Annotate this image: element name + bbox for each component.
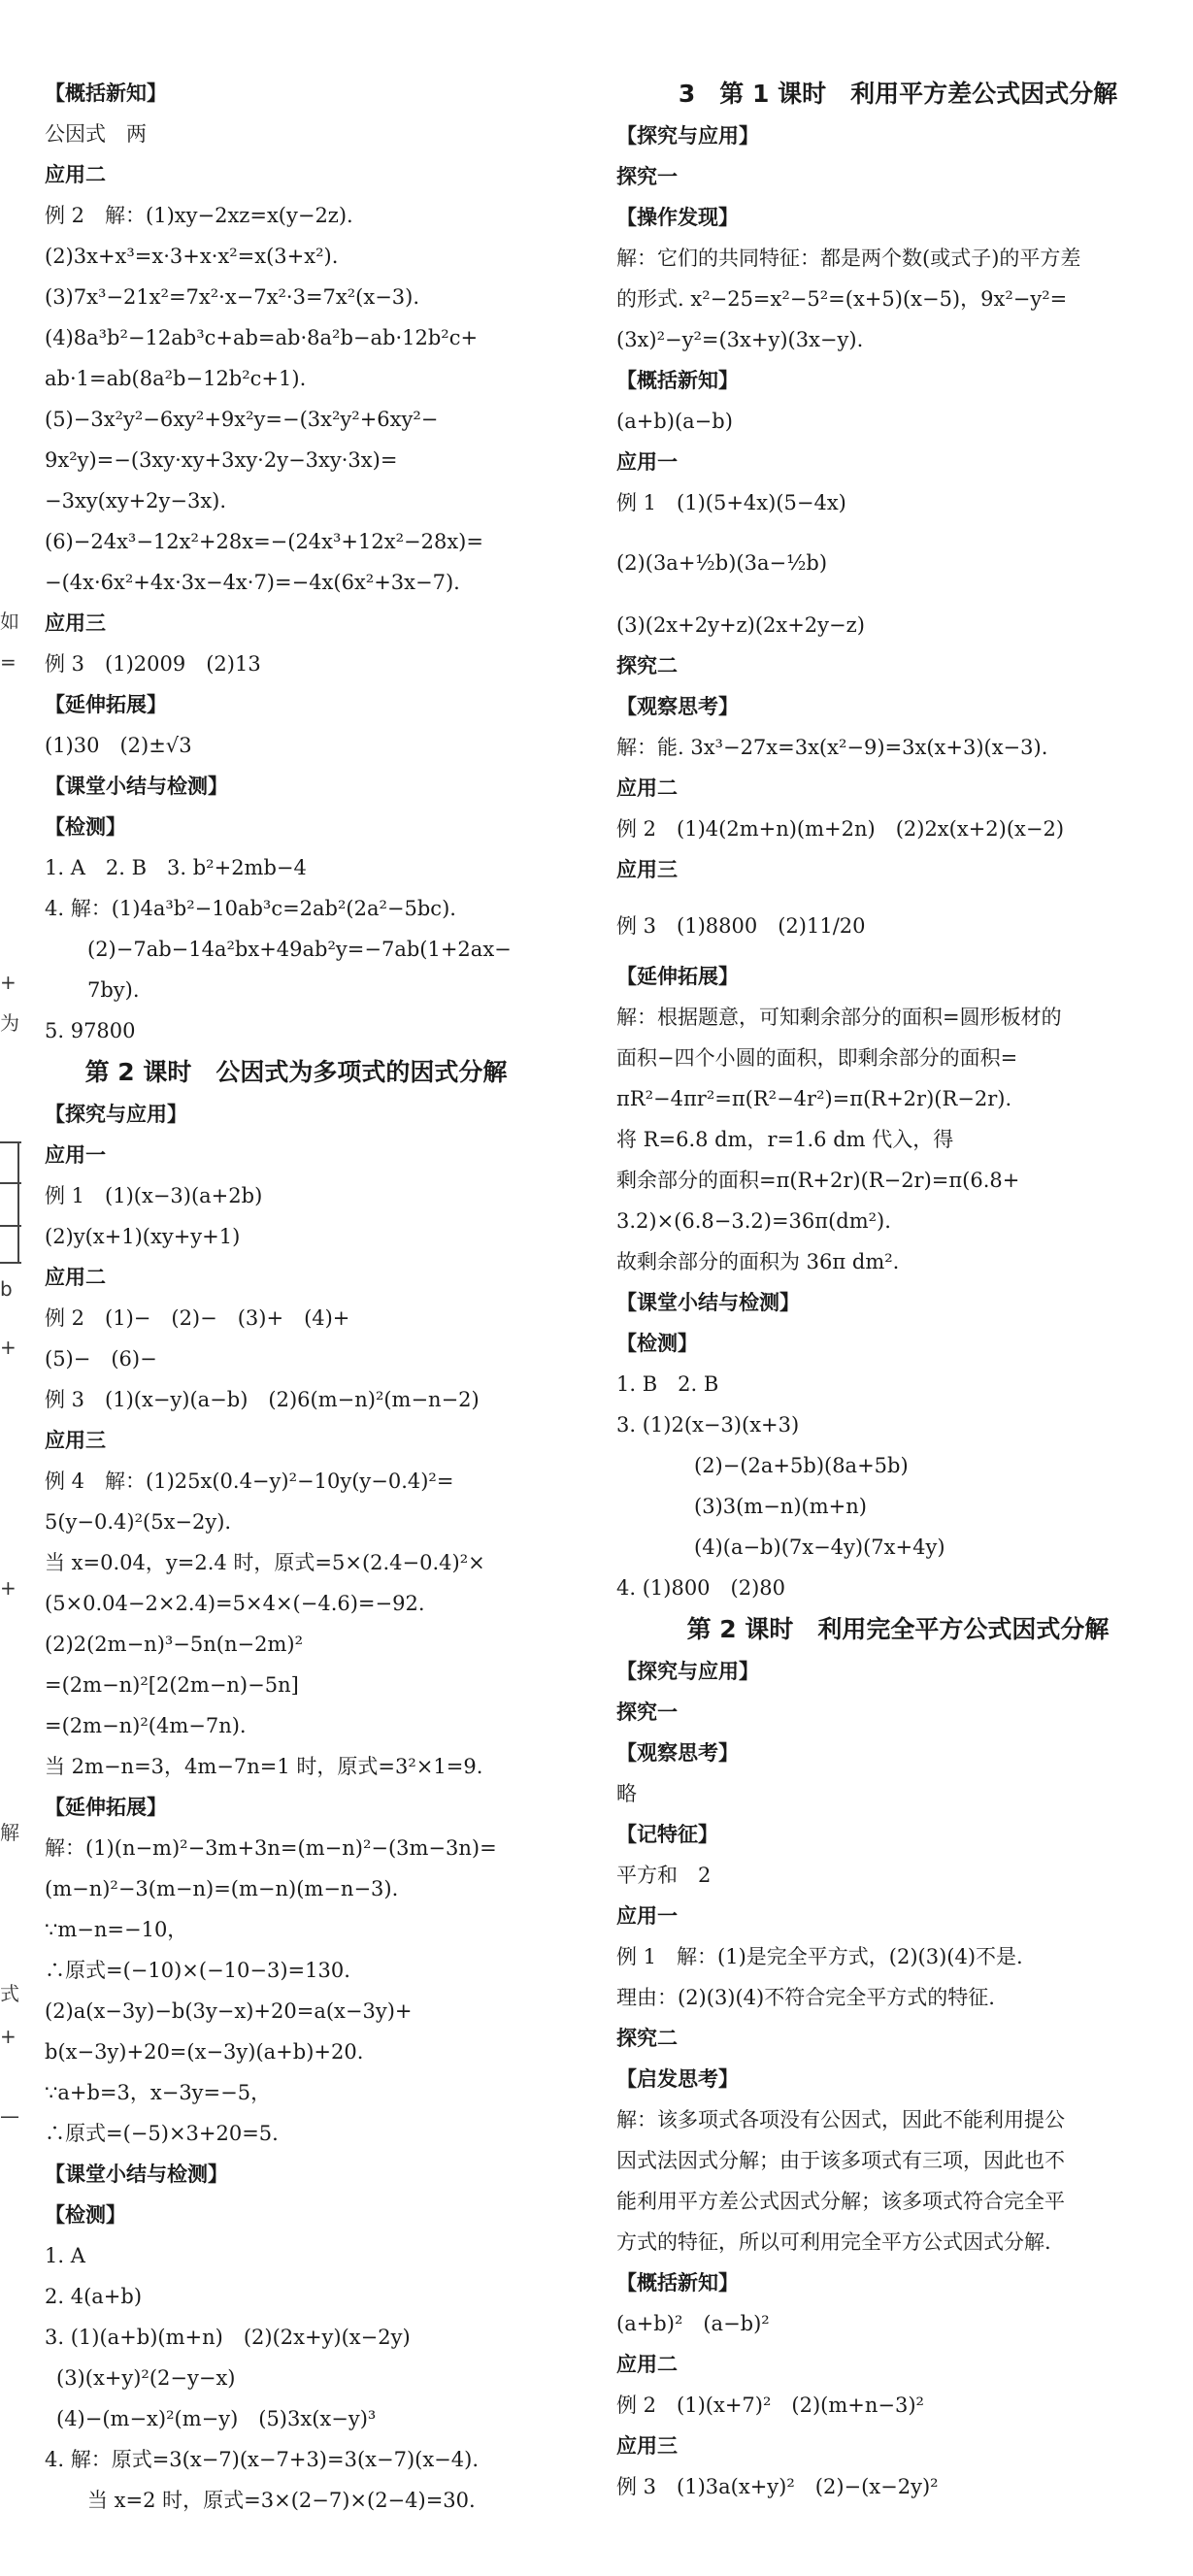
answer-line: 3. (1)2(x−3)(x+3) xyxy=(616,1413,800,1437)
section-heading: 【检测】 xyxy=(45,2203,126,2227)
answer-line: 例 1 解：(1)是完全平方式，(2)(3)(4)不是. xyxy=(616,1945,1023,1968)
section-heading: 应用三 xyxy=(616,858,678,881)
answer-line: (5)−3x²y²−6xy²+9x²y=−(3x²y²+6xy²− xyxy=(45,408,439,431)
section-title: 3 第 1 课时 利用平方差公式因式分解 xyxy=(678,80,1118,108)
section-heading: 【概括新知】 xyxy=(616,2271,739,2295)
section-heading: 应用二 xyxy=(616,776,678,800)
section-heading: 应用二 xyxy=(45,163,106,186)
answer-line: 例 2 (1)− (2)− (3)+ (4)+ xyxy=(45,1306,350,1330)
section-heading: 应用三 xyxy=(45,611,106,635)
edge-glyph: = xyxy=(0,650,17,674)
section-heading: 【记特征】 xyxy=(616,1823,718,1846)
edge-glyph: b xyxy=(0,1277,13,1301)
answer-line: 解：能. 3x³−27x=3x(x²−9)=3x(x+3)(x−3). xyxy=(616,736,1048,759)
answer-line: (4)8a³b²−12ab³c+ab=ab·8a²b−ab·12b²c+ xyxy=(45,326,479,349)
answer-line: (2)a(x−3y)−b(3y−x)+20=a(x−3y)+ xyxy=(45,1999,413,2023)
answer-line: b(x−3y)+20=(x−3y)(a+b)+20. xyxy=(45,2040,364,2064)
answer-line: 例 2 (1)4(2m+n)(m+2n) (2)2x(x+2)(x−2) xyxy=(616,817,1065,841)
answer-line: 5. 97800 xyxy=(45,1019,136,1042)
answer-line: 1. A xyxy=(45,2244,85,2267)
answer-line: 方式的特征，所以可利用完全平方公式因式分解. xyxy=(616,2230,1051,2254)
answer-line: (a+b)(a−b) xyxy=(616,410,733,433)
section-heading: 探究一 xyxy=(616,165,678,188)
answer-line: (5)− (6)− xyxy=(45,1347,157,1371)
answer-line: 1. B 2. B xyxy=(616,1372,719,1396)
answer-line: πR²−4πr²=π(R²−4r²)=π(R+2r)(R−2r). xyxy=(616,1087,1012,1110)
answer-line: (4)(a−b)(7x−4y)(7x+4y) xyxy=(694,1536,945,1559)
section-title: 第 2 课时 公因式为多项式的因式分解 xyxy=(84,1058,508,1086)
section-heading: 【延伸拓展】 xyxy=(45,1796,167,1819)
section-heading: 【概括新知】 xyxy=(616,369,739,392)
section-heading: 应用三 xyxy=(45,1429,106,1452)
answer-line: (3)7x³−21x²=7x²·x−7x²·3=7x²(x−3). xyxy=(45,285,420,309)
answer-line: (m−n)²−3(m−n)=(m−n)(m−n−3). xyxy=(45,1877,399,1900)
answer-line: 因式法因式分解；由于该多项式有三项，因此也不 xyxy=(616,2149,1065,2172)
answer-line: (2)−7ab−14a²bx+49ab²y=−7ab(1+2ax− xyxy=(87,938,512,961)
answer-line: (3)3(m−n)(m+n) xyxy=(694,1495,867,1518)
answer-line: 将 R=6.8 dm，r=1.6 dm 代入，得 xyxy=(616,1128,954,1151)
edge-glyph: 解 xyxy=(0,1821,19,1844)
answer-line: (3)(x+y)²(2−y−x) xyxy=(56,2366,236,2390)
answer-line: (2)2(2m−n)³−5n(n−2m)² xyxy=(45,1633,303,1656)
section-heading: 应用三 xyxy=(616,2434,678,2458)
answer-line: ∴原式=(−10)×(−10−3)=130. xyxy=(45,1959,350,1982)
section-heading: 探究二 xyxy=(616,2027,678,2050)
section-heading: 【课堂小结与检测】 xyxy=(45,775,228,798)
answer-line: 当 2m−n=3，4m−7n=1 时，原式=3²×1=9. xyxy=(45,1755,483,1778)
answer-line: 能利用平方差公式因式分解；该多项式符合完全平 xyxy=(616,2190,1065,2213)
section-heading: 【课堂小结与检测】 xyxy=(616,1291,800,1314)
edge-glyph: 为 xyxy=(0,1011,19,1035)
answer-line: (2)−(2a+5b)(8a+5b) xyxy=(694,1454,909,1477)
answer-line: 例 1 (1)(x−3)(a+2b) xyxy=(45,1184,263,1207)
section-heading: 【观察思考】 xyxy=(616,695,739,718)
section-heading: 应用一 xyxy=(45,1143,106,1167)
answer-line: 例 2 (1)(x+7)² (2)(m+n−3)² xyxy=(616,2394,924,2417)
answer-line: 解：根据题意，可知剩余部分的面积=圆形板材的 xyxy=(616,1006,1062,1029)
answer-line: 解：它们的共同特征：都是两个数(或式子)的平方差 xyxy=(616,247,1081,270)
section-heading: 【延伸拓展】 xyxy=(45,693,167,716)
answer-line: 4. 解：原式=3(x−7)(x−7+3)=3(x−7)(x−4). xyxy=(45,2448,479,2471)
section-heading: 【操作发现】 xyxy=(616,206,739,229)
answer-line: 3. (1)(a+b)(m+n) (2)(2x+y)(x−2y) xyxy=(45,2326,411,2349)
answer-line: (a+b)² (a−b)² xyxy=(616,2312,770,2335)
answer-line: 4. 解：(1)4a³b²−10ab³c=2ab²(2a²−5bc). xyxy=(45,897,456,920)
edge-glyph: + xyxy=(0,971,17,994)
edge-glyph: — xyxy=(0,2104,19,2128)
answer-line: (2)y(x+1)(xy+y+1) xyxy=(45,1225,241,1248)
section-heading: 应用二 xyxy=(45,1266,106,1289)
answer-line: ∵a+b=3，x−3y=−5， xyxy=(45,2081,272,2104)
answer-line: 3.2)×(6.8−3.2)=36π(dm²). xyxy=(616,1209,891,1233)
answer-line: =(2m−n)²[2(2m−n)−5n] xyxy=(45,1673,299,1697)
answer-line: 例 3 (1)3a(x+y)² (2)−(x−2y)² xyxy=(616,2475,939,2498)
answer-line: 理由：(2)(3)(4)不符合完全平方式的特征. xyxy=(616,1986,995,2009)
answer-line: 公因式 两 xyxy=(45,122,147,146)
section-heading: 【概括新知】 xyxy=(45,82,167,105)
answer-line: −3xy(xy+2y−3x). xyxy=(45,489,227,512)
answer-line: 例 3 (1)8800 (2)11/20 xyxy=(616,914,866,938)
section-heading: 【延伸拓展】 xyxy=(616,965,739,988)
answer-line: 略 xyxy=(616,1782,637,1805)
answer-line: 1. A 2. B 3. b²+2mb−4 xyxy=(45,856,307,879)
answer-line: 的形式. x²−25=x²−5²=(x+5)(x−5)，9x²−y²= xyxy=(616,287,1068,311)
answer-line: 解：该多项式各项没有公因式，因此不能利用提公 xyxy=(616,2108,1065,2131)
answer-line: 2. 4(a+b) xyxy=(45,2285,143,2308)
answer-line: (2)(3a+½b)(3a−½b) xyxy=(616,551,828,575)
answer-line: (4)−(m−x)²(m−y) (5)3x(x−y)³ xyxy=(56,2407,377,2430)
edge-glyph: + xyxy=(0,2025,17,2048)
edge-glyph: + xyxy=(0,1576,17,1600)
answer-line: (6)−24x³−12x²+28x=−(24x³+12x²−28x)= xyxy=(45,530,483,553)
answer-line: (5×0.04−2×2.4)=5×4×(−4.6)=−92. xyxy=(45,1592,425,1615)
answer-line: 9x²y)=−(3xy·xy+3xy·2y−3xy·3x)= xyxy=(45,448,398,472)
answer-line: 例 1 (1)(5+4x)(5−4x) xyxy=(616,491,846,514)
answer-line: 平方和 2 xyxy=(616,1864,712,1887)
section-heading: 【启发思考】 xyxy=(616,2067,739,2091)
section-heading: 【观察思考】 xyxy=(616,1741,739,1765)
answer-line: (1)30 (2)±√3 xyxy=(45,734,192,757)
answer-line: 面积−四个小圆的面积，即剩余部分的面积= xyxy=(616,1046,1018,1070)
answer-line: −(4x·6x²+4x·3x−4x·7)=−4x(6x²+3x−7). xyxy=(45,571,460,594)
answer-line: 例 2 解：(1)xy−2xz=x(y−2z). xyxy=(45,204,353,227)
section-heading: 【课堂小结与检测】 xyxy=(45,2163,228,2186)
section-heading: 应用二 xyxy=(616,2353,678,2376)
answer-line: ab·1=ab(8a²b−12b²c+1). xyxy=(45,367,307,390)
edge-glyph: 式 xyxy=(0,1982,19,2005)
answer-line: 故剩余部分的面积为 36π dm². xyxy=(616,1250,900,1273)
answer-line: (3x)²−y²=(3x+y)(3x−y). xyxy=(616,328,864,351)
answer-line: ∴原式=(−5)×3+20=5. xyxy=(45,2122,279,2145)
answer-line: 剩余部分的面积=π(R+2r)(R−2r)=π(6.8+ xyxy=(616,1169,1020,1192)
answer-line: 当 x=2 时，原式=3×(2−7)×(2−4)=30. xyxy=(87,2489,476,2512)
section-heading: 【检测】 xyxy=(45,815,126,839)
edge-vertical-rule xyxy=(17,1141,19,1264)
answer-line: 例 4 解：(1)25x(0.4−y)²−10y(y−0.4)²= xyxy=(45,1470,454,1493)
answer-line: 例 3 (1)(x−y)(a−b) (2)6(m−n)²(m−n−2) xyxy=(45,1388,480,1411)
edge-glyph: + xyxy=(0,1336,17,1359)
answer-line: 当 x=0.04，y=2.4 时，原式=5×(2.4−0.4)²× xyxy=(45,1551,485,1574)
edge-glyph: 如 xyxy=(0,610,19,633)
answer-line: =(2m−n)²(4m−7n). xyxy=(45,1714,247,1737)
answer-line: 7by). xyxy=(87,978,140,1002)
section-heading: 探究二 xyxy=(616,654,678,677)
answer-line: ∵m−n=−10， xyxy=(45,1918,188,1941)
answer-line: 例 3 (1)2009 (2)13 xyxy=(45,652,261,676)
answer-line: 解：(1)(n−m)²−3m+3n=(m−n)²−(3m−3n)= xyxy=(45,1836,497,1860)
section-title: 第 2 课时 利用完全平方公式因式分解 xyxy=(686,1615,1110,1643)
section-heading: 【检测】 xyxy=(616,1332,698,1355)
answer-line: 5(y−0.4)²(5x−2y). xyxy=(45,1510,232,1534)
section-heading: 应用一 xyxy=(616,1904,678,1928)
section-heading: 【探究与应用】 xyxy=(616,124,759,148)
section-heading: 探究一 xyxy=(616,1701,678,1724)
section-heading: 应用一 xyxy=(616,450,678,474)
answer-line: (3)(2x+2y+z)(2x+2y−z) xyxy=(616,613,865,637)
answer-line: 4. (1)800 (2)80 xyxy=(616,1576,786,1600)
answer-line: (2)3x+x³=x·3+x·x²=x(3+x²). xyxy=(45,245,339,268)
section-heading: 【探究与应用】 xyxy=(45,1103,187,1126)
section-heading: 【探究与应用】 xyxy=(616,1660,759,1683)
